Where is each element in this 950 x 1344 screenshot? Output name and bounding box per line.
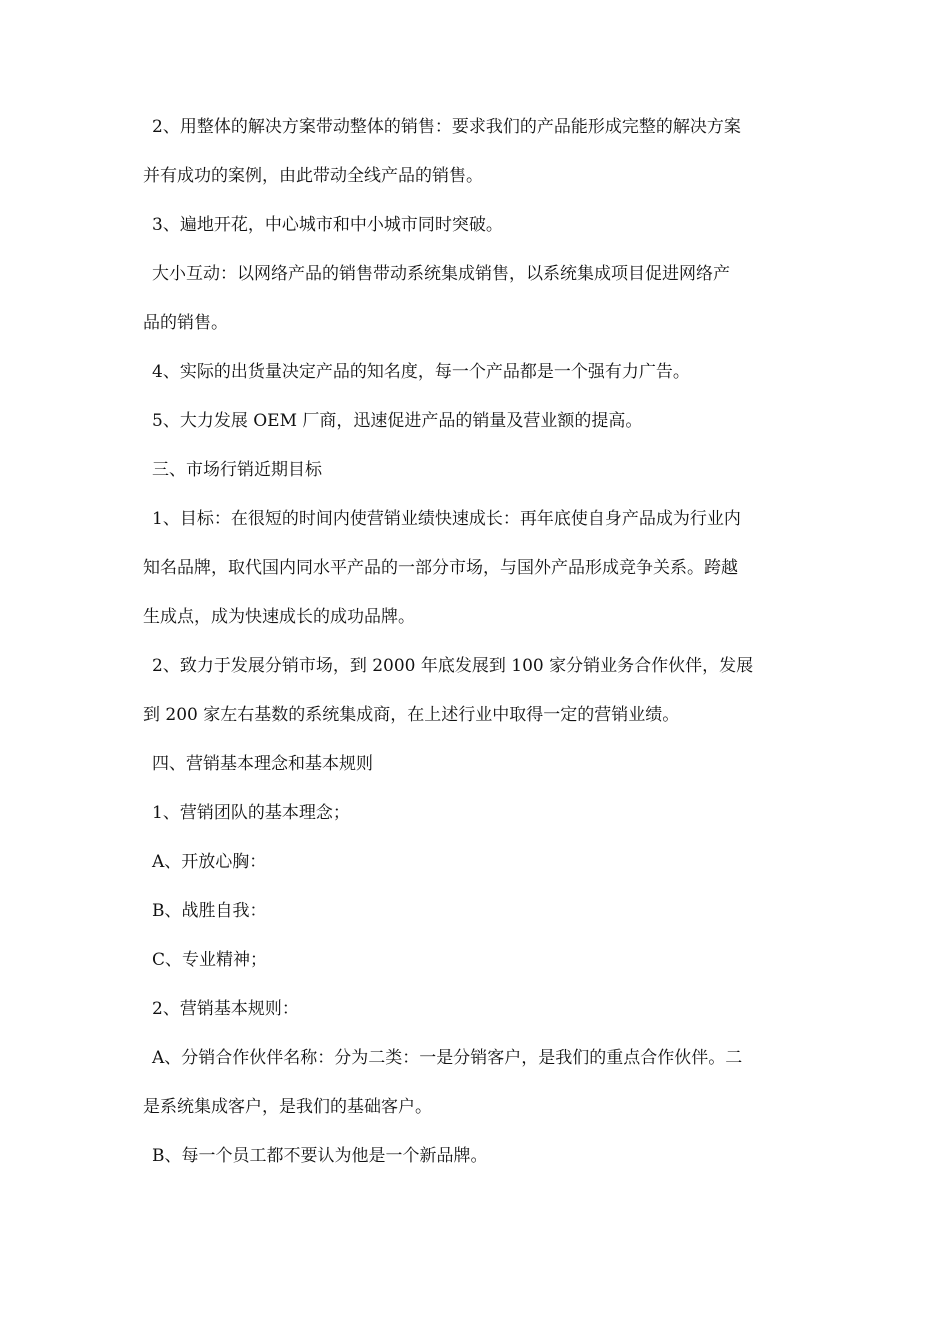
document-body [143,103,813,1181]
list-item: B、战胜自我： [152,901,267,921]
paragraph-line: 大小互动：以网络产品的销售带动系统集成销售，以系统集成项目促进网络产 [152,264,730,284]
section-heading: 四、营销基本理念和基本规则 [152,754,373,774]
list-item: A、分销合作伙伴名称：分为二类：一是分销客户，是我们的重点合作伙伴。二 [152,1048,743,1068]
paragraph-line: 4、实际的出货量决定产品的知名度，每一个产品都是一个强有力广告。 [152,362,690,382]
paragraph-line: 2、致力于发展分销市场，到 2000 年底发展到 100 家分销业务合作伙伴，发展 [152,656,754,676]
paragraph-line: 3、遍地开花，中心城市和中小城市同时突破。 [152,215,503,235]
paragraph-line: 1、营销团队的基本理念； [152,803,350,823]
paragraph-line: 5、大力发展 OEM 厂商，迅速促进产品的销量及营业额的提高。 [152,411,643,431]
paragraph-line: 2、营销基本规则： [152,999,299,1019]
section-heading: 三、市场行销近期目标 [152,460,322,480]
list-item: A、开放心胸： [152,852,267,872]
paragraph-line: 2、用整体的解决方案带动整体的销售：要求我们的产品能形成完整的解决方案 [152,117,741,137]
list-item: C、专业精神； [152,950,268,970]
paragraph-line: 是系统集成客户，是我们的基础客户。 [143,1097,432,1117]
paragraph-line: 并有成功的案例，由此带动全线产品的销售。 [143,166,483,186]
paragraph-line: 到 200 家左右基数的系统集成商，在上述行业中取得一定的营销业绩。 [143,705,680,725]
paragraph-line: 品的销售。 [143,313,228,333]
paragraph-line: 生成点，成为快速成长的成功品牌。 [143,607,415,627]
paragraph-line: 知名品牌，取代国内同水平产品的一部分市场，与国外产品形成竞争关系。跨越 [143,558,738,578]
paragraph-line: 1、目标：在很短的时间内使营销业绩快速成长：再年底使自身产品成为行业内 [152,509,741,529]
list-item: B、每一个员工都不要认为他是一个新品牌。 [152,1146,488,1166]
